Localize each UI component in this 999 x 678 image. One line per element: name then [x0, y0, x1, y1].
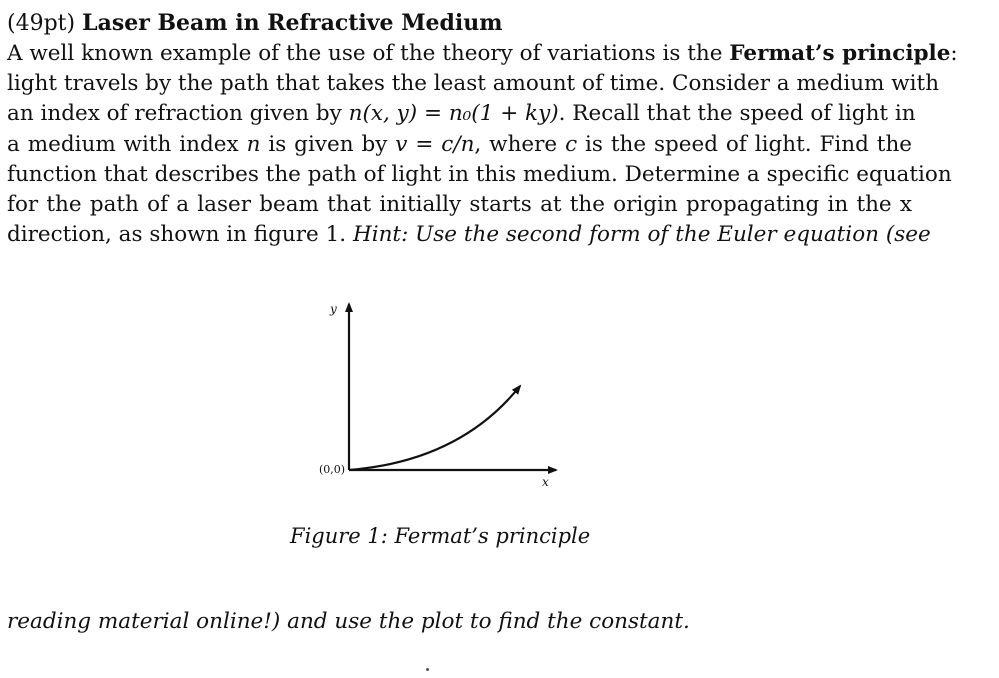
- origin-label: (0,0): [319, 463, 346, 476]
- speed-formula: v = c/n: [395, 131, 475, 157]
- continuation-text: reading material online!) and use the plot to find the constant.: [7, 609, 690, 634]
- fermat-principle-term: Fermat’s principle: [729, 41, 951, 66]
- body-line-1: A well known example of the use of the theory of variations is the Fermat’s principle:: [7, 41, 958, 66]
- x-axis-label: x: [542, 475, 549, 489]
- figure-svg: [300, 296, 580, 496]
- problem-text: [7, 8, 958, 250]
- refractive-index-formula: n(x, y) = n₀(1 + ky): [348, 101, 559, 127]
- body-line-6: for the path of a laser beam that initially starts at the origin propagating in the x: [7, 192, 912, 218]
- page-artifact-dot: [426, 668, 429, 671]
- problem-heading: [7, 8, 912, 39]
- figure-caption: Figure 1: Fermat’s principle: [290, 524, 591, 548]
- y-axis-label: y: [330, 302, 337, 316]
- problem-points: (49pt): [7, 11, 76, 36]
- laser-path-curve: [349, 386, 520, 470]
- fermat-figure: [300, 296, 580, 496]
- hint-text: Hint: Use the second form of the Euler equation (see: [352, 222, 931, 248]
- body-line-2: light travels by the path that takes the least amount of time. Consider a medium with: [7, 71, 940, 97]
- body-line-3: an index of refraction given by n(x, y) = n₀(1 + ky). Recall that the speed of light in: [7, 101, 916, 127]
- body-line-4: a medium with index n is given by v = c/n, where c is the speed of light. Find the: [7, 131, 913, 157]
- body-line-7: direction, as shown in figure 1. Hint: Use the second form of the Euler equation (see: [7, 222, 931, 248]
- problem-title: Laser Beam in Refractive Medium: [82, 10, 503, 36]
- body-line-5: function that describes the path of light in this medium. Determine a specific equation: [7, 161, 952, 187]
